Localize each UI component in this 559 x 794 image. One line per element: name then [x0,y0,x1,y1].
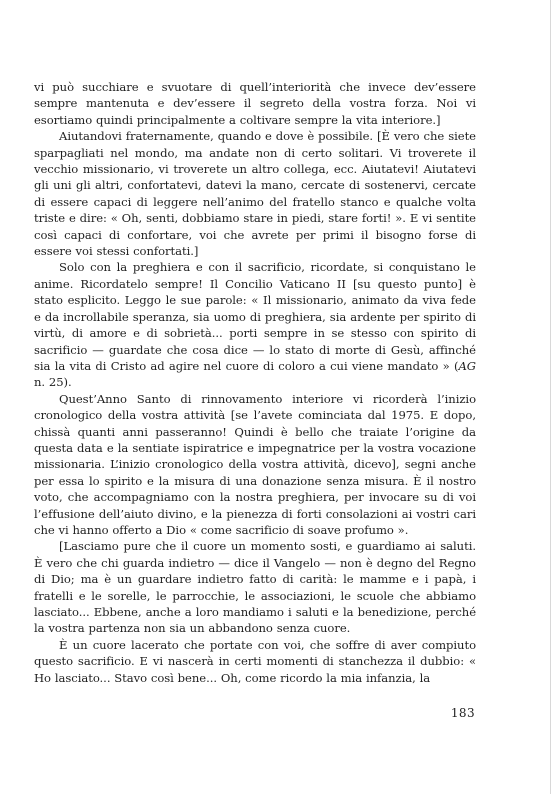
paragraph-5: [Lasciamo pure che il cuore un momento sosti, e guardiamo ai saluti. È vero che chi guarda indietro — dice il Vangelo — non è degno del Regno di Dio; ma è un guardare indietro fatto di carità: le mamme e i papà, i fratelli e le sorelle, le parrocchie, le associazioni, le scuole che abbiamo lasciato... Ebbene, anche a loro mandiamo i saluti e la benedizione, perché la vostra partenza non sia un abbandono senza cuore. [34,539,476,636]
paragraph-1: vi può succhiare e svuotare di quell’interiorità che invece dev’essere sempre mantenuta e dev’essere il segreto della vostra forza. Noi vi esortiamo quindi principalmente a coltivare sempre la vita interiore.] [34,80,476,127]
citation-abbreviation: AG [458,358,476,373]
paragraph-4: Quest’Anno Santo di rinnovamento interiore vi ricorderà l’inizio cronologico della vostra attività [se l’avete cominciata dal 1975. E dopo, chissà quanti anni passeranno! Quindi è bello che traiate l’origine da questa data e la sentiate ispiratrice e impegnatrice per la vostra vocazione missionaria. L’inizio cronologico della vostra attività, dicevo], segni anche per essa lo spirito e la misura di una donazione senza misura. È il nostro voto, che accompagniamo con la nostra preghiera, per invocare su di voi l’effusione dell’aiuto divino, e la pienezza di forti consolazioni ai vostri cari che vi hanno offerto a Dio « come sacrificio di soave profumo ». [34,391,476,537]
page-edge-line [550,0,551,794]
page-number: 183 [450,706,475,720]
page-body [34,79,476,686]
paragraph-6: È un cuore lacerato che portate con voi, che soffre di aver compiuto questo sacrificio. E vi nascerà in certi momenti di stanchezza il dubbio: « Ho lasciato... Stavo così bene... Oh, come ricordo la mia infanzia, la [34,637,476,685]
paragraph-3-citation-tail: n. 25). [34,375,72,390]
paragraph-3 [34,259,476,390]
paragraph-2: Aiutandovi fraternamente, quando e dove è possibile. [È vero che siete sparpagliati nel mondo, ma andate non di certo solitari. Vi troverete il vecchio missionario, vi troverete un altro collega, ecc. Aiutatevi! Aiutatevi gli uni gli altri, confortatevi, datevi la mano, cercate di sostenervi, cercate di essere capaci di leggere nell’animo del fratello stanco e qualche volta triste e dire: « Oh, senti, dobbiamo stare in piedi, stare forti! ». E vi sentite così capaci di confortare, voi che avrete per primi il bisogno forse di essere voi stessi confortati.] [34,129,476,259]
paragraph-3-text: Solo con la preghiera e con il sacrificio, ricordate, si conquistano le anime. Ricordatelo sempre! Il Concilio Vaticano II [su questo punto] è stato esplicito. Leggo le sue parole: « Il missionario, animato da viva fede e da incrollabile speranza, sia uomo di preghiera, sia ardente per spirito di virtù, di amore e di sobrietà... porti sempre in se stesso con spirito di sacrificio — guardate che cosa dice — lo stato di morte di Gesù, affinché sia la vita di Cristo ad agire nel cuore di coloro a cui viene mandato » ( [34,260,476,373]
